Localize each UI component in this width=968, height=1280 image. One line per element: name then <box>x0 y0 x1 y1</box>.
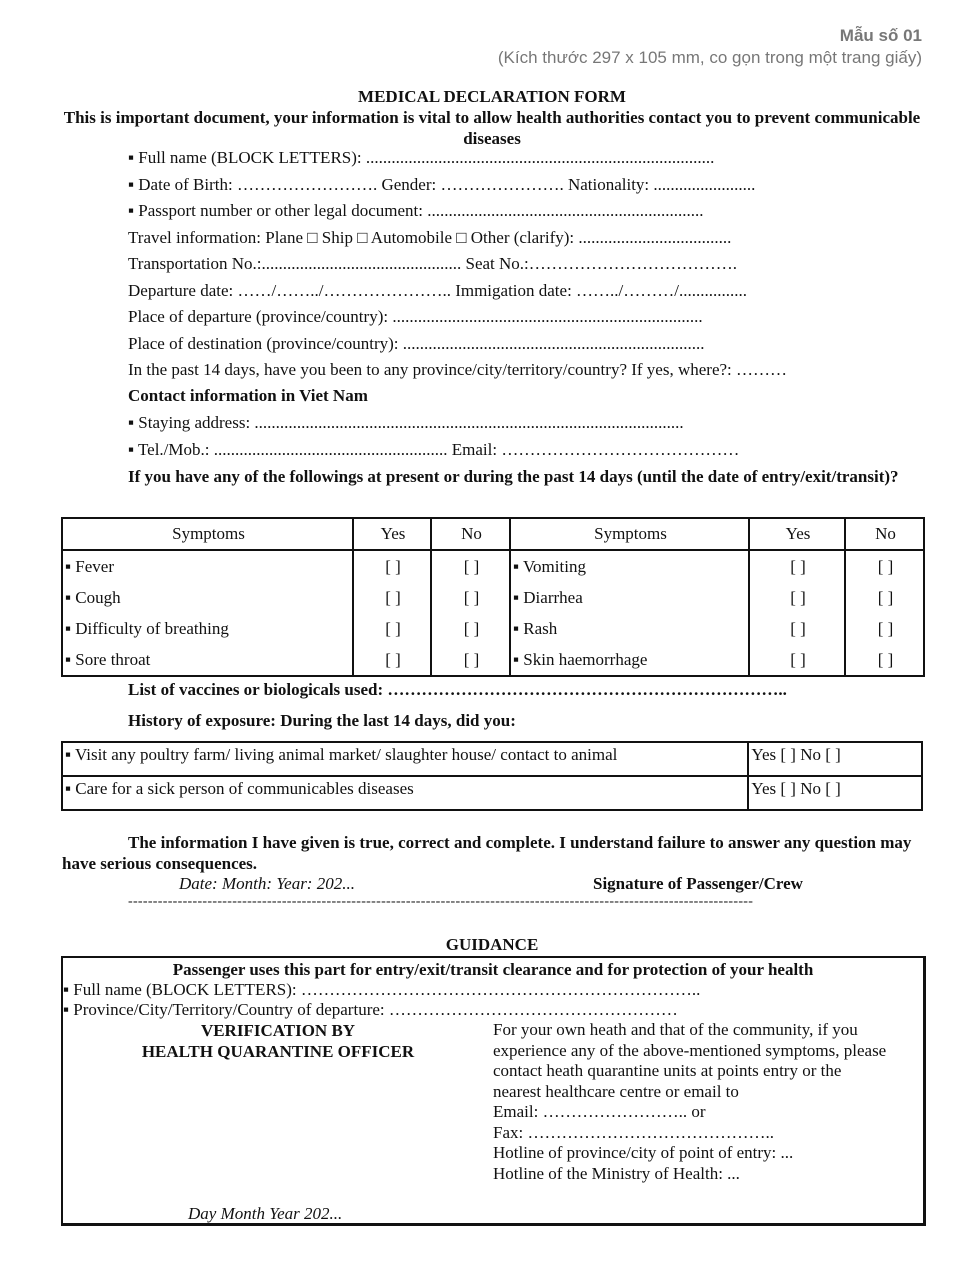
size-note: (Kích thước 297 x 105 mm, co gọn trong một trang giấy) <box>497 48 922 67</box>
checkbox-no[interactable]: [ ] <box>431 550 510 582</box>
checkbox-yes[interactable]: [ ] <box>749 613 845 644</box>
travel-info-field[interactable]: Travel information: Plane □ Ship □ Automobile □ Other (clarify): .................................... <box>128 228 732 247</box>
declaration-statement: The information I have given is true, correct and complete. I understand failure to answer any question may have serious consequences. <box>62 833 912 873</box>
exposure-question: ▪ Visit any poultry farm/ living animal market/ slaughter house/ contact to animal <box>62 742 748 776</box>
guidance-departure-field[interactable]: ▪ Province/City/Territory/Country of departure: …………………………………………… <box>63 1000 678 1019</box>
symptom-label: ▪ Skin haemorrhage <box>510 644 749 676</box>
exposure-answer[interactable]: Yes [ ] No [ ] <box>748 776 922 810</box>
contact-heading: Contact information in Viet Nam <box>128 386 368 405</box>
transport-seat-field[interactable]: Transportation No.:............................................... Seat No.:………………………………. <box>128 254 738 273</box>
form-number: Mẫu số 01 <box>839 26 922 45</box>
advice-email: Email: …………………….. or <box>493 1102 706 1121</box>
advice-line: experience any of the above-mentioned symptoms, please <box>493 1040 887 1060</box>
col-header-yes: Yes <box>353 518 431 550</box>
table-row <box>62 776 922 810</box>
advice-line: contact heath quarantine units at points entry or the <box>493 1061 842 1080</box>
col-header-symptoms: Symptoms <box>62 518 353 550</box>
guidance-title: GUIDANCE <box>445 935 539 954</box>
checkbox-yes[interactable]: [ ] <box>749 550 845 582</box>
exposure-heading: History of exposure: During the last 14 days, did you: <box>128 711 516 730</box>
health-advice <box>493 1020 921 1184</box>
checkbox-no[interactable]: [ ] <box>845 644 924 676</box>
advice-line: For your own heath and that of the community, if you <box>493 1020 858 1039</box>
table-row <box>62 550 924 582</box>
guidance-full-name-field[interactable]: ▪ Full name (BLOCK LETTERS): …………………………………………………………….. <box>63 980 701 999</box>
date-field[interactable]: Date: Month: Year: 202... <box>179 874 355 893</box>
symptom-label: ▪ Fever <box>62 550 353 582</box>
verification-heading <box>63 1020 493 1062</box>
verification-line-2: HEALTH QUARANTINE OFFICER <box>141 1042 415 1061</box>
checkbox-yes[interactable]: [ ] <box>353 582 431 613</box>
advice-line: nearest healthcare centre or email to <box>493 1081 739 1101</box>
checkbox-no[interactable]: [ ] <box>431 644 510 676</box>
symptom-label: ▪ Cough <box>62 582 353 613</box>
dates-field[interactable]: Departure date: ……/……../………………….. Immigation date: ……../………/................ <box>128 281 747 300</box>
staying-address-field[interactable]: ▪ Staying address: ..................................................................................................... <box>128 413 684 432</box>
passport-field[interactable]: ▪ Passport number or other legal document: ................................................................. <box>128 201 704 220</box>
full-name-field[interactable]: ▪ Full name (BLOCK LETTERS): .................................................................................. <box>128 148 715 167</box>
guidance-box <box>61 956 926 1226</box>
checkbox-yes[interactable]: [ ] <box>749 644 845 676</box>
departure-place-field[interactable]: Place of departure (province/country): ......................................................................... <box>128 307 703 326</box>
symptom-label: ▪ Diarrhea <box>510 582 749 613</box>
checkbox-yes[interactable]: [ ] <box>353 613 431 644</box>
symptom-label: ▪ Difficulty of breathing <box>62 613 353 644</box>
table-row <box>62 582 924 613</box>
symptom-label: ▪ Rash <box>510 613 749 644</box>
col-header-symptoms-2: Symptoms <box>510 518 749 550</box>
exposure-answer[interactable]: Yes [ ] No [ ] <box>748 742 922 776</box>
signature-label: Signature of Passenger/Crew <box>593 874 803 893</box>
exposure-question: ▪ Care for a sick person of communicables diseases <box>62 776 748 810</box>
symptom-label: ▪ Vomiting <box>510 550 749 582</box>
advice-hotline-ministry: Hotline of the Ministry of Health: ... <box>493 1163 740 1183</box>
dob-gender-nationality-field[interactable]: ▪ Date of Birth: ……………………. Gender: …………………. Nationality: ........................ <box>128 175 756 194</box>
symptom-label: ▪ Sore throat <box>62 644 353 676</box>
table-row <box>62 742 922 776</box>
guidance-heading: Passenger uses this part for entry/exit/transit clearance and for protection of your health <box>172 960 814 979</box>
symptoms-question: If you have any of the followings at present or during the past 14 days (until the date of entry/exit/transit)? <box>128 467 899 486</box>
symptoms-table <box>61 517 925 677</box>
checkbox-no[interactable]: [ ] <box>845 582 924 613</box>
checkbox-no[interactable]: [ ] <box>431 613 510 644</box>
page-title: MEDICAL DECLARATION FORM <box>358 87 626 106</box>
vaccines-field[interactable]: List of vaccines or biologicals used: …………………………………………………………….. <box>128 680 787 699</box>
checkbox-yes[interactable]: [ ] <box>749 582 845 613</box>
past-14-days-field[interactable]: In the past 14 days, have you been to any province/city/territory/country? If yes, where?: ……… <box>128 360 788 379</box>
col-header-no-2: No <box>845 518 924 550</box>
cut-line-divider: ------------------------------------------------------------------------------------------------------------------------------ <box>128 894 754 909</box>
checkbox-no[interactable]: [ ] <box>845 550 924 582</box>
checkbox-yes[interactable]: [ ] <box>353 644 431 676</box>
checkbox-no[interactable]: [ ] <box>845 613 924 644</box>
destination-place-field[interactable]: Place of destination (province/country): ....................................................................... <box>128 334 705 353</box>
col-header-no: No <box>431 518 510 550</box>
table-row <box>62 644 924 676</box>
tel-email-field[interactable]: ▪ Tel./Mob.: ....................................................... Email: …………………………………… <box>128 440 740 459</box>
col-header-yes-2: Yes <box>749 518 845 550</box>
symptoms-header-row <box>62 518 924 550</box>
checkbox-no[interactable]: [ ] <box>431 582 510 613</box>
advice-hotline-province: Hotline of province/city of point of entry: ... <box>493 1143 794 1162</box>
advice-fax: Fax: …………………………………….. <box>493 1122 774 1142</box>
table-row <box>62 613 924 644</box>
exposure-table <box>61 741 923 811</box>
verification-date[interactable]: Day Month Year 202... <box>188 1204 343 1223</box>
page-subtitle: This is important document, your information is vital to allow health authorities contact you to prevent communicable diseases <box>63 108 921 148</box>
checkbox-yes[interactable]: [ ] <box>353 550 431 582</box>
verification-line-1: VERIFICATION BY <box>200 1021 356 1040</box>
